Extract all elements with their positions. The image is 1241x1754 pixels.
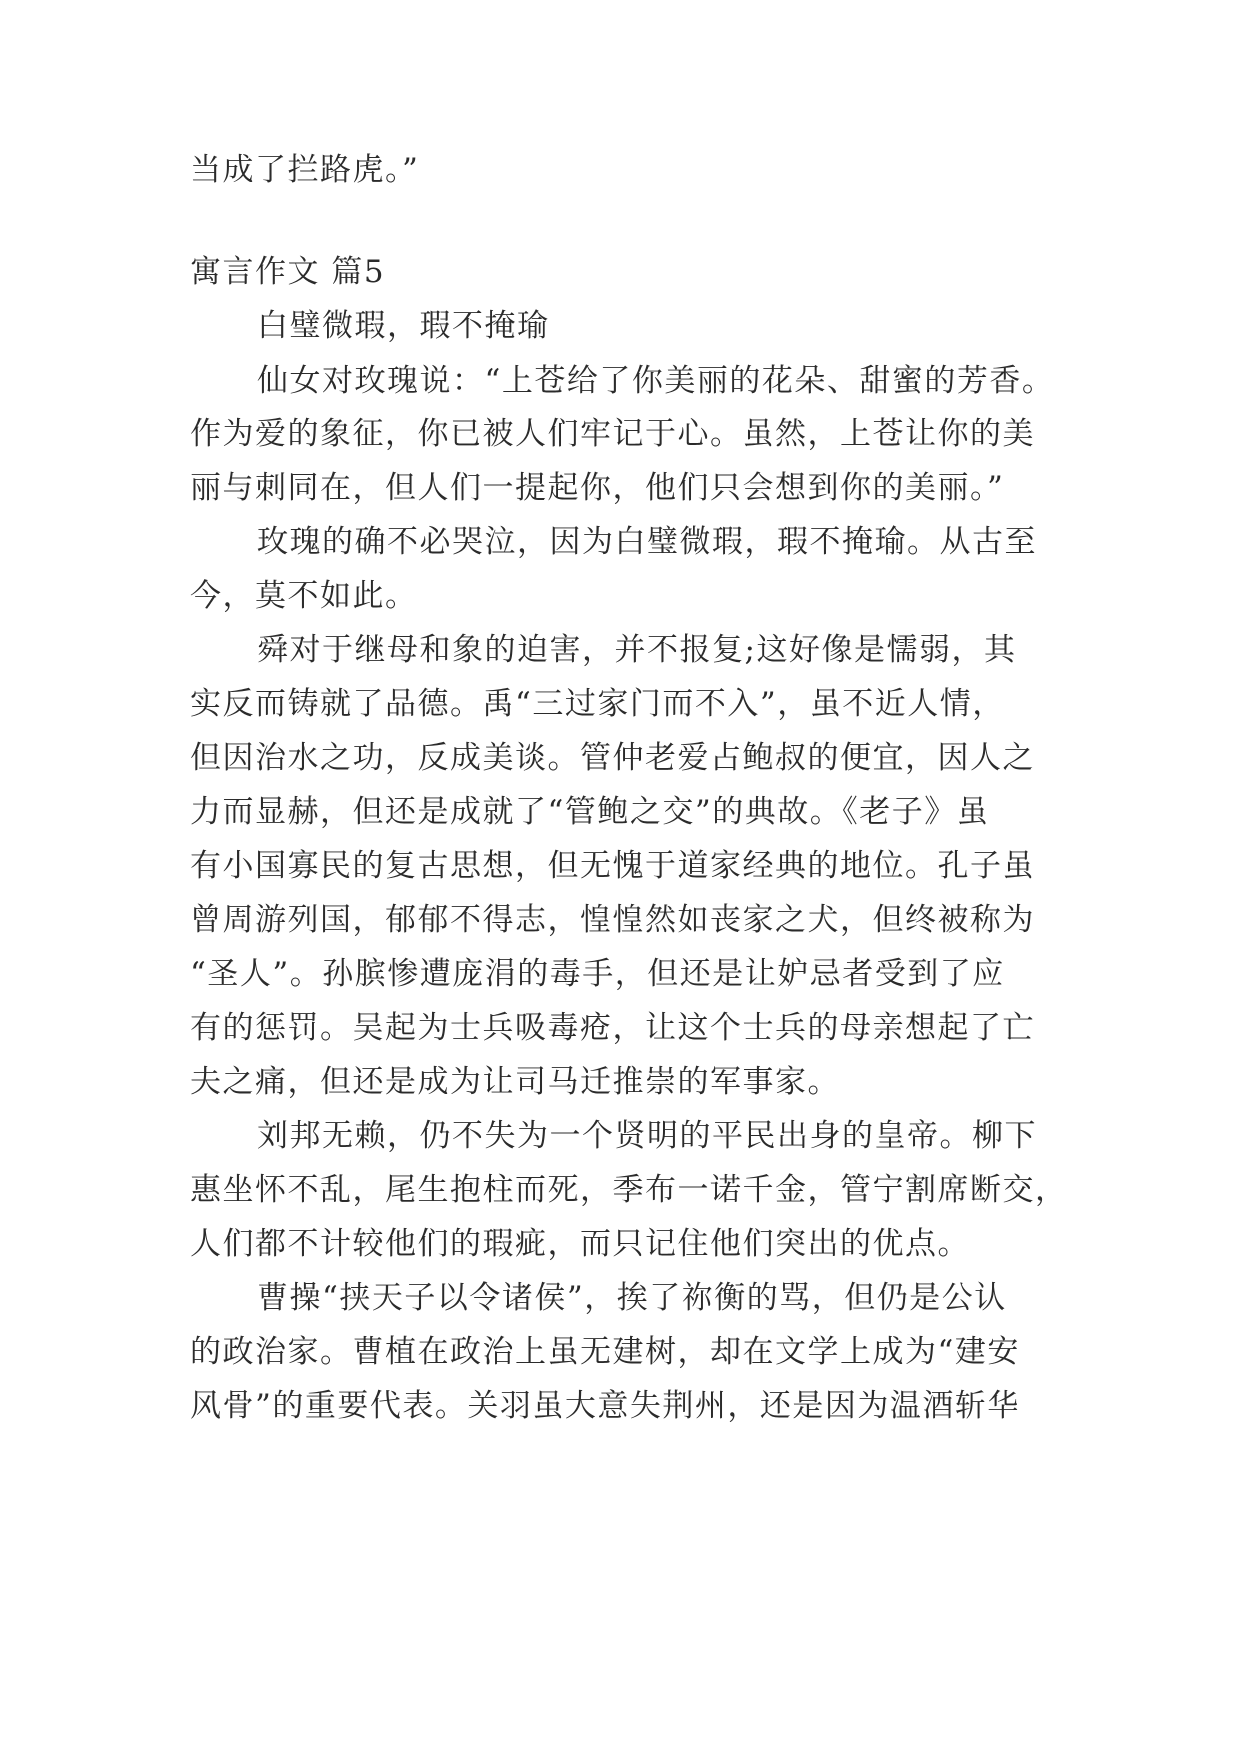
paragraph-line: 有小国寡民的复古思想，但无愧于道家经典的地位。孔子虽: [190, 848, 1035, 884]
paragraph-line: 刘邦无赖，仍不失为一个贤明的平民出身的皇帝。柳下: [257, 1118, 1037, 1154]
paragraph-line: 风骨”的重要代表。关羽虽大意失荆州，还是因为温酒斩华: [190, 1388, 1020, 1424]
paragraph-line: 人们都不计较他们的瑕疵，而只记住他们突出的优点。: [190, 1226, 970, 1262]
paragraph-line: 有的惩罚。吴起为士兵吸毒疮，让这个士兵的母亲想起了亡: [190, 1010, 1035, 1046]
paragraph-line: 曹操“挟天子以令诸侯”，挨了祢衡的骂，但仍是公认: [257, 1280, 1007, 1316]
paragraph-line: 但因治水之功，反成美谈。管仲老爱占鲍叔的便宜，因人之: [190, 740, 1035, 776]
paragraph-line: 曾周游列国，郁郁不得志，惶惶然如丧家之犬，但终被称为: [190, 902, 1035, 938]
article-title: 白璧微瑕，瑕不掩瑜: [257, 308, 550, 344]
section-heading: 寓言作文 篇5: [190, 254, 386, 290]
paragraph-line: 仙女对玫瑰说：“上苍给了你美丽的花朵、甜蜜的芳香。: [257, 363, 1055, 399]
paragraph-line: 的政治家。曹植在政治上虽无建树，却在文学上成为“建安: [190, 1334, 1020, 1370]
paragraph-line: 实反而铸就了品德。禹“三过家门而不入”，虽不近人情，: [190, 686, 1005, 722]
paragraph-line: 夫之痛，但还是成为让司马迁推崇的军事家。: [190, 1064, 840, 1100]
paragraph-line: 力而显赫，但还是成就了“管鲍之交”的典故。《老子》虽: [190, 794, 990, 830]
paragraph-line: 玫瑰的确不必哭泣，因为白璧微瑕，瑕不掩瑜。从古至: [257, 524, 1037, 560]
paragraph-line: 作为爱的象征，你已被人们牢记于心。虽然，上苍让你的美: [190, 416, 1035, 452]
paragraph-line: 惠坐怀不乱，尾生抱柱而死，季布一诺千金，管宁割席断交，: [190, 1172, 1068, 1208]
text-line: 当成了拦路虎。”: [190, 152, 420, 188]
paragraph-line: 舜对于继母和象的迫害，并不报复;这好像是懦弱，其: [257, 632, 1017, 668]
paragraph-line: 今，莫不如此。: [190, 578, 418, 614]
paragraph-line: 丽与刺同在，但人们一提起你，他们只会想到你的美丽。”: [190, 470, 1005, 506]
paragraph-line: “圣人”。孙膑惨遭庞涓的毒手，但还是让妒忌者受到了应: [190, 956, 1005, 992]
